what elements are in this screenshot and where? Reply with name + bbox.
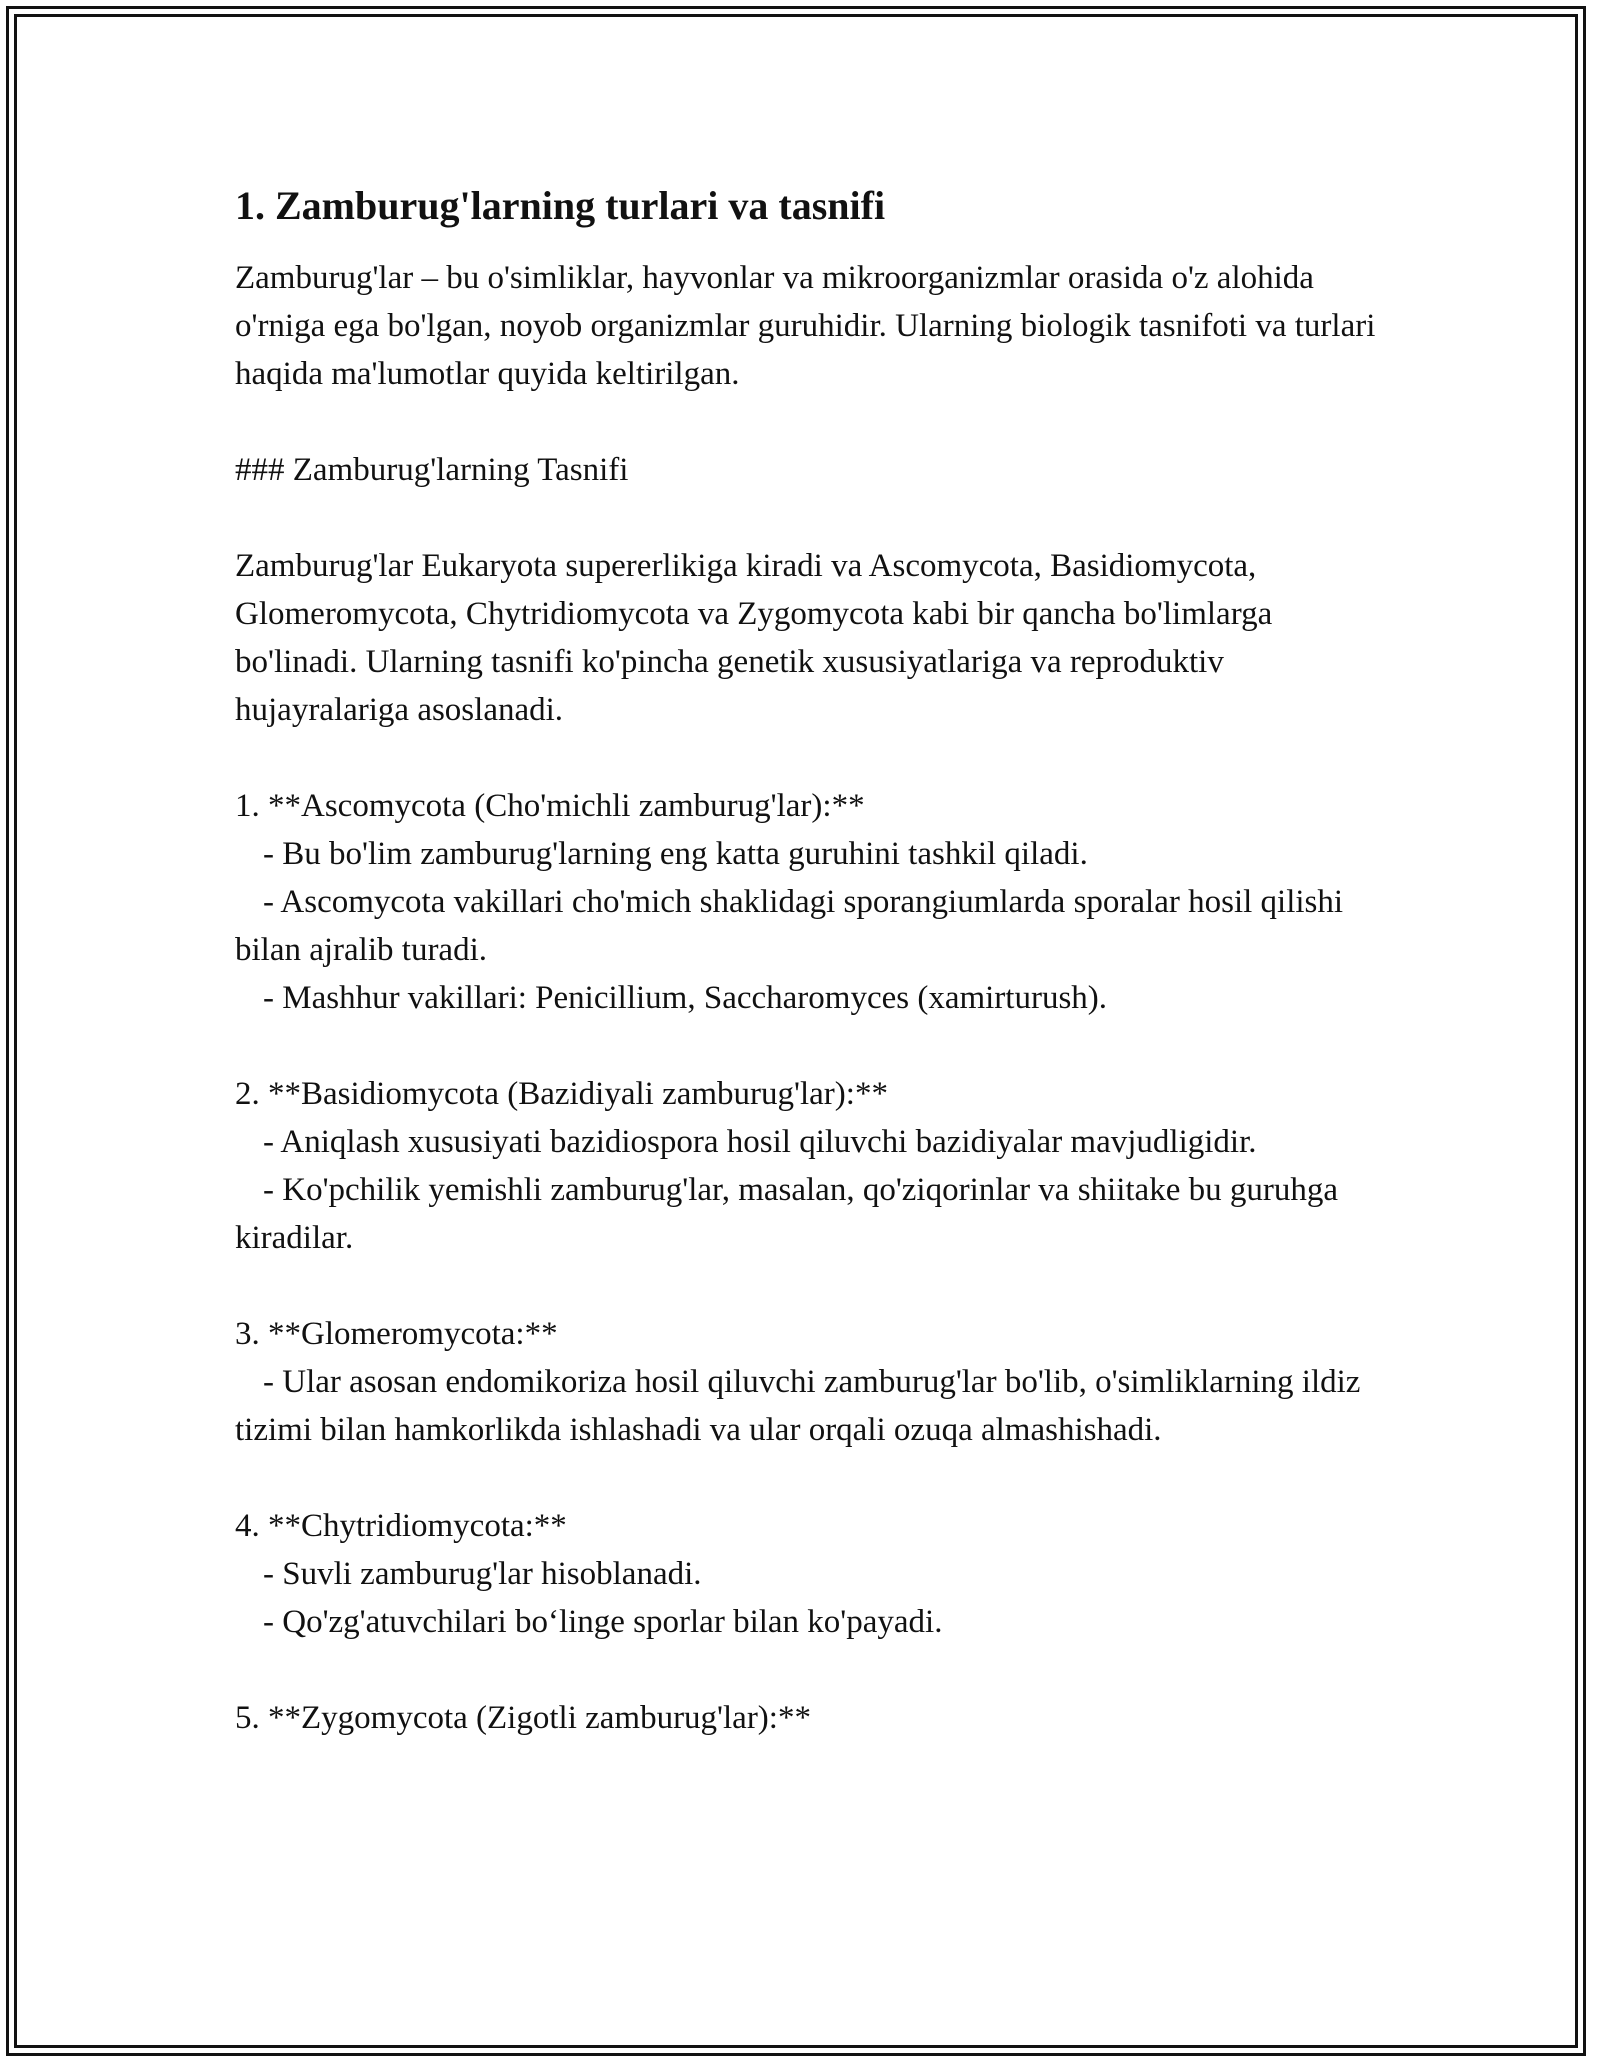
section-bullet: - Aniqlash xususiyati bazidiospora hosil qiluvchi bazidiyalar mavjudligidir. (263, 1124, 1257, 1160)
paragraph-spacer (235, 398, 1385, 446)
subheading-line: ### Zamburug'larning Tasnifi (235, 452, 629, 488)
paragraph-spacer (235, 1262, 1385, 1310)
section-bullet: - Mashhur vakillari: Penicillium, Saccharomyces (xamirturush). (263, 980, 1108, 1016)
section-heading: 2. **Basidiomycota (Bazidiyali zamburug'lar):** (235, 1076, 888, 1112)
paragraph-spacer (235, 1022, 1385, 1070)
section-heading: 4. **Chytridiomycota:** (235, 1508, 567, 1544)
section-bullet: - Ular asosan endomikoriza hosil qiluvchi zamburug'lar bo'lib, o'simliklarning ildiz tizimi bilan hamkorlikda ishlashadi va ular orqali ozuqa almashishadi. (235, 1364, 1369, 1448)
section-bullet: - Ascomycota vakillari cho'mich shaklidagi sporangiumlarda sporalar hosil qilishi bilan ajralib turadi. (235, 884, 1352, 968)
section-chytridiomycota (235, 1502, 1385, 1646)
paragraph-spacer (235, 1454, 1385, 1502)
section-heading: 5. **Zygomycota (Zigotli zamburug'lar):** (235, 1700, 811, 1736)
section-basidiomycota (235, 1070, 1385, 1262)
section-glomeromycota (235, 1310, 1385, 1454)
section-bullet: - Suvli zamburug'lar hisoblanadi. (263, 1556, 702, 1592)
section-heading: 1. **Ascomycota (Cho'michli zamburug'lar):** (235, 788, 865, 824)
section-bullet: - Ko'pchilik yemishli zamburug'lar, masalan, qo'ziqorinlar va shiitake bu guruhga kiradilar. (235, 1172, 1347, 1256)
paragraph-spacer (235, 494, 1385, 542)
section-bullet: - Qo'zg'atuvchilari bo‘linge sporlar bilan ko'payadi. (263, 1604, 943, 1640)
section-bullet: - Bu bo'lim zamburug'larning eng katta guruhini tashkil qiladi. (263, 836, 1088, 872)
intro-paragraph: Zamburug'lar – bu o'simliklar, hayvonlar va mikroorganizmlar orasida o'z alohida o'rniga ega bo'lgan, noyob organizmlar guruhidir. Ularning biologik tasnifoti va turlari haqida ma'lumotlar quyida keltirilgan. (235, 260, 1384, 392)
classification-paragraph: Zamburug'lar Eukaryota supererlikiga kiradi va Ascomycota, Basidiomycota, Glomeromycota, Chytridiomycota va Zygomycota kabi bir qancha bo'limlarga bo'linadi. Ularning tasnifi ko'pincha genetik xususiyatlariga va reproduktiv hujayralariga asoslanadi. (235, 548, 1281, 728)
document-title: 1. Zamburug'larning turlari va tasnifi (235, 183, 886, 228)
section-ascomycota (235, 782, 1385, 1022)
section-zygomycota (235, 1694, 1385, 1742)
document-body (235, 178, 1385, 1742)
section-heading: 3. **Glomeromycota:** (235, 1316, 558, 1352)
paragraph-spacer (235, 734, 1385, 782)
paragraph-spacer (235, 1646, 1385, 1694)
